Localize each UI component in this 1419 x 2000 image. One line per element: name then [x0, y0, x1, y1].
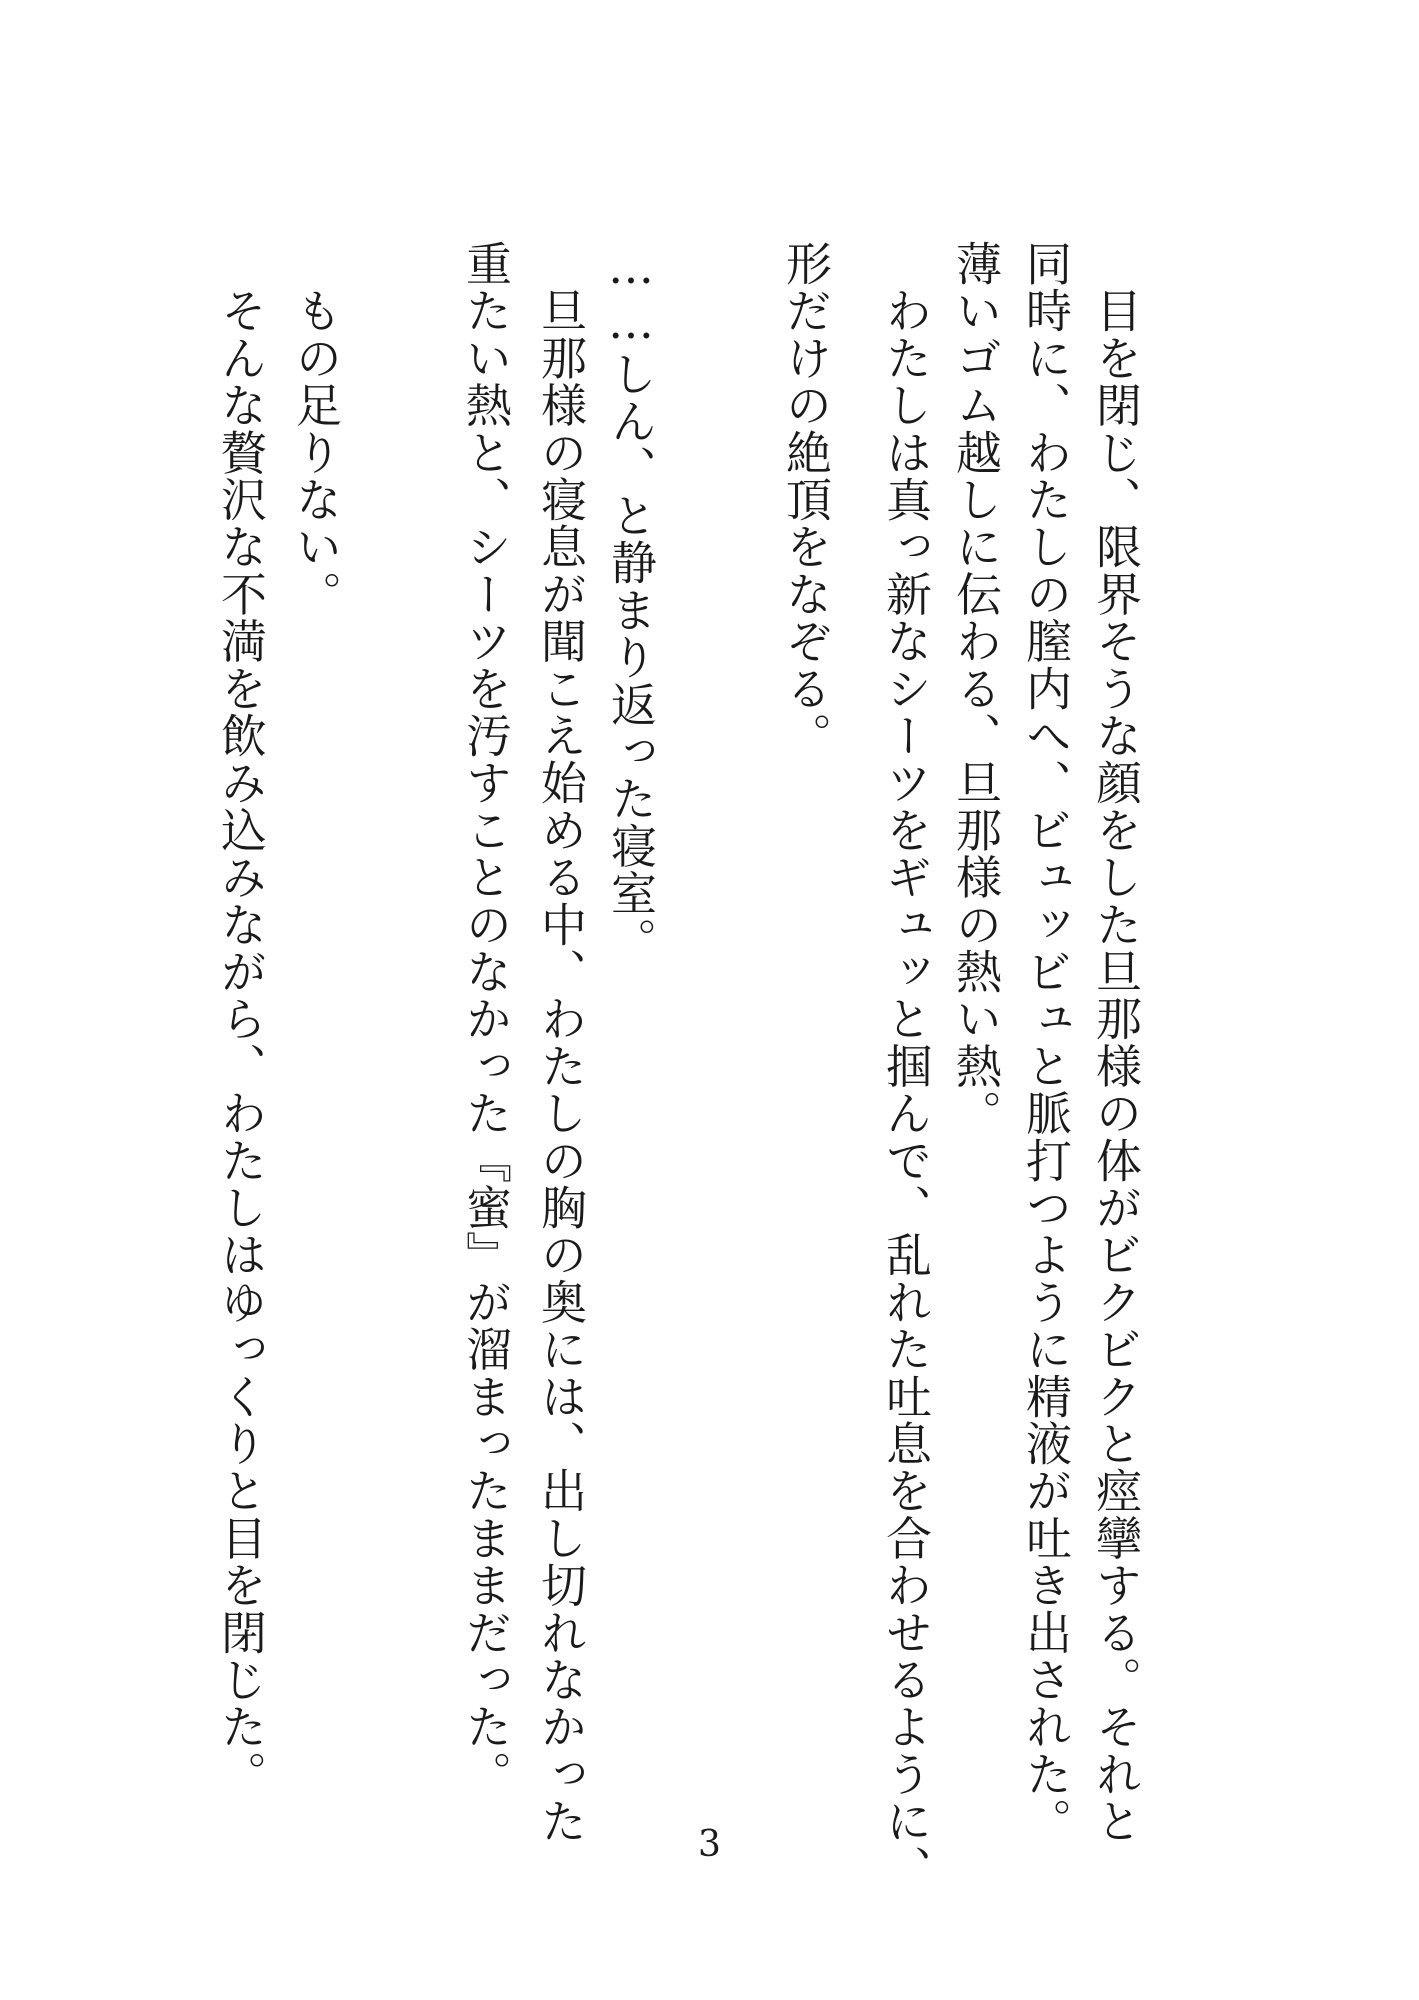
- page-number: 3: [698, 1824, 721, 1865]
- text-line: 重たい熱と、シーツを汚すことのなかった『蜜』が溜まったままだった。: [459, 240, 513, 1798]
- text-line: 旦那様の寝息が聞こえ始める中、わたしの胸の奥には、出し切れなかった: [534, 240, 588, 1845]
- text-line: わたしは真っ新なシーツをギュッと掴んで、乱れた吐息を合わせるように、: [879, 240, 933, 1892]
- text-line: もの足りない。: [289, 240, 343, 618]
- blank-line: [705, 240, 767, 1720]
- text-line: 同時に、わたしの膣内へ、ビュッビュと脈打つように精液が吐き出された。: [1019, 240, 1073, 1845]
- blank-line: [385, 240, 447, 1720]
- text-line: そんな贅沢な不満を飲み込みながら、わたしはゆっくりと目を閉じた。: [214, 240, 268, 1798]
- text-line: ……しん、と静まり返った寝室。: [604, 240, 658, 964]
- text-line: 形だけの絶頂をなぞる。: [779, 240, 833, 760]
- text-line: 薄いゴム越しに伝わる、旦那様の熱い熱。: [949, 240, 1003, 1137]
- text-line: 目を閉じ、限界そうな顔をした旦那様の体がビクビクと痙攣する。それと: [1089, 240, 1143, 1845]
